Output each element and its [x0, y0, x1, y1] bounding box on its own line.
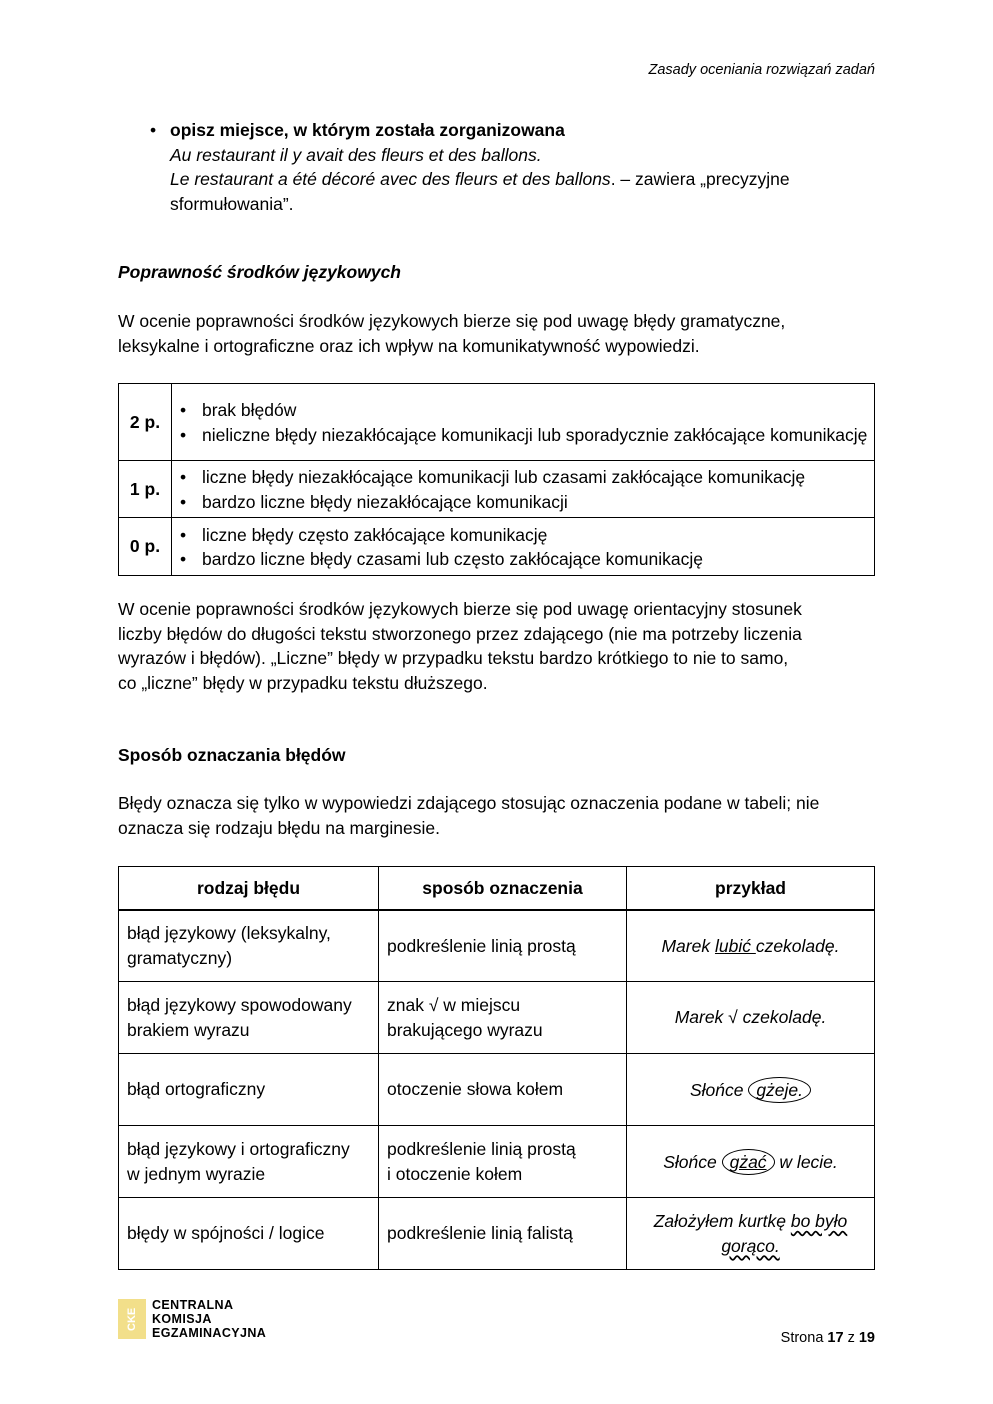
error-marking-table	[118, 866, 875, 1270]
example-sentence-1: Au restaurant il y avait des fleurs et des ballons.	[170, 144, 542, 165]
marking-intro-line: oznacza się rodzaju błędu na marginesie.	[118, 817, 440, 838]
cell-example: Założyłem kurtkę bo było gorąco.	[627, 1198, 875, 1270]
language-intro-line: W ocenie poprawności środków językowych bierze się pod uwagę błędy gramatyczne,	[118, 311, 786, 331]
cell-error-type: błąd językowy (leksykalny, gramatyczny)	[119, 910, 379, 982]
header-marking-method: sposób oznaczenia	[379, 867, 627, 910]
bullet-item	[150, 118, 870, 216]
score-points: 0 p.	[119, 518, 172, 576]
note-line: W ocenie poprawności środków językowych bierze się pod uwagę orientacyjny stosunek	[118, 599, 802, 619]
score-table	[118, 383, 875, 576]
marking-intro-line: Błędy oznacza się tylko w wypowiedzi zdającego stosując oznaczenia podane w tabeli; nie	[118, 793, 820, 813]
cell-marking-method: podkreślenie linią prostą i otoczenie kołem	[379, 1126, 627, 1198]
table-row	[119, 982, 875, 1054]
criterion-item: • liczne błędy niezakłócające komunikacji lub czasami zakłócające komunikację	[180, 467, 806, 487]
score-criteria	[172, 518, 875, 576]
section-title-language: Poprawność środków językowych	[118, 262, 401, 282]
criterion-item: • liczne błędy często zakłócające komunikację	[180, 524, 548, 545]
bullet-dot: •	[150, 120, 157, 140]
example-sentence-2-comment: . – zawiera „precyzyjne	[610, 169, 790, 189]
bullet-block	[150, 118, 870, 216]
header-example: przykład	[627, 867, 875, 910]
bullet-heading: opisz miejsce, w którym została zorganizowana	[170, 120, 565, 140]
wavy-underlined-text: gorąco.	[721, 1235, 780, 1256]
check-mark-example: Marek √ czekoladę.	[674, 1007, 827, 1028]
example-sentence-2-italic: Le restaurant a été décoré avec des fleurs et des ballons	[170, 169, 611, 189]
note-line: co „liczne” błędy w przypadku tekstu dłuższego.	[118, 672, 488, 693]
table-header-row	[119, 867, 875, 910]
running-header: Zasady oceniania rozwiązań zadań	[648, 62, 875, 78]
cke-logo	[118, 1298, 266, 1340]
note-line: liczby błędów do długości tekstu stworzonego przez zdającego (nie ma potrzeby liczenia	[118, 623, 802, 644]
cke-logo-mark: CKE	[118, 1299, 146, 1339]
score-criteria	[172, 461, 875, 518]
table-row	[119, 910, 875, 982]
criterion-item: • brak błędów	[180, 400, 297, 420]
criterion-item: • bardzo liczne błędy niezakłócające komunikacji	[180, 491, 568, 512]
language-intro-line: leksykalne i ortograficzne oraz ich wpływ na komunikatywność wypowiedzi.	[118, 335, 700, 356]
cell-marking-method: znak √ w miejscu brakującego wyrazu	[379, 982, 627, 1054]
marking-intro	[118, 791, 878, 840]
cell-example: Marek lubić czekoladę.	[627, 910, 875, 982]
score-row	[119, 518, 875, 576]
example-sentence-2	[170, 167, 870, 192]
bullet-content	[170, 118, 870, 216]
table-row	[119, 1054, 875, 1126]
cell-marking-method: podkreślenie linią prostą	[379, 910, 627, 982]
cell-example: Słońce gżać w lecie.	[627, 1126, 875, 1198]
wavy-underlined-text: bo było	[790, 1211, 848, 1231]
cell-marking-method: otoczenie słowa kołem	[379, 1054, 627, 1126]
section-title-marking: Sposób oznaczania błędów	[118, 745, 346, 765]
cell-error-type: błąd językowy i ortograficzny w jednym wyrazie	[119, 1126, 379, 1198]
language-intro	[118, 309, 878, 358]
circled-word: gżeje.	[748, 1077, 811, 1103]
score-row	[119, 384, 875, 461]
cell-error-type: błędy w spójności / logice	[119, 1198, 379, 1270]
page-number: Strona 17 z 19	[780, 1330, 875, 1346]
cell-example: Słońce gżeje.	[627, 1054, 875, 1126]
score-criteria	[172, 384, 875, 461]
note-line: wyrazów i błędów). „Liczne” błędy w przypadku tekstu bardzo krótkiego to nie to samo,	[118, 648, 789, 668]
cke-logo-text: CENTRALNA KOMISJA EGZAMINACYJNA	[152, 1298, 267, 1340]
header-error-type: rodzaj błędu	[119, 867, 379, 910]
score-points: 2 p.	[119, 384, 172, 461]
criterion-item: • bardzo liczne błędy czasami lub często zakłócające komunikację	[180, 549, 703, 569]
score-points: 1 p.	[119, 461, 172, 518]
cell-error-type: błąd ortograficzny	[119, 1054, 379, 1126]
table-row	[119, 1126, 875, 1198]
cell-marking-method: podkreślenie linią falistą	[379, 1198, 627, 1270]
circled-underlined-word: gżać	[722, 1149, 775, 1175]
cell-error-type: błąd językowy spowodowany brakiem wyrazu	[119, 982, 379, 1054]
score-row	[119, 461, 875, 518]
table-row	[119, 1198, 875, 1270]
error-ratio-note	[118, 597, 878, 695]
cell-example	[627, 982, 875, 1054]
criterion-item: • nieliczne błędy niezakłócające komunikacji lub sporadycznie zakłócające komunikację	[180, 424, 868, 445]
example-comment-end: sformułowania”.	[170, 193, 294, 214]
underlined-word: lubić	[714, 935, 756, 956]
